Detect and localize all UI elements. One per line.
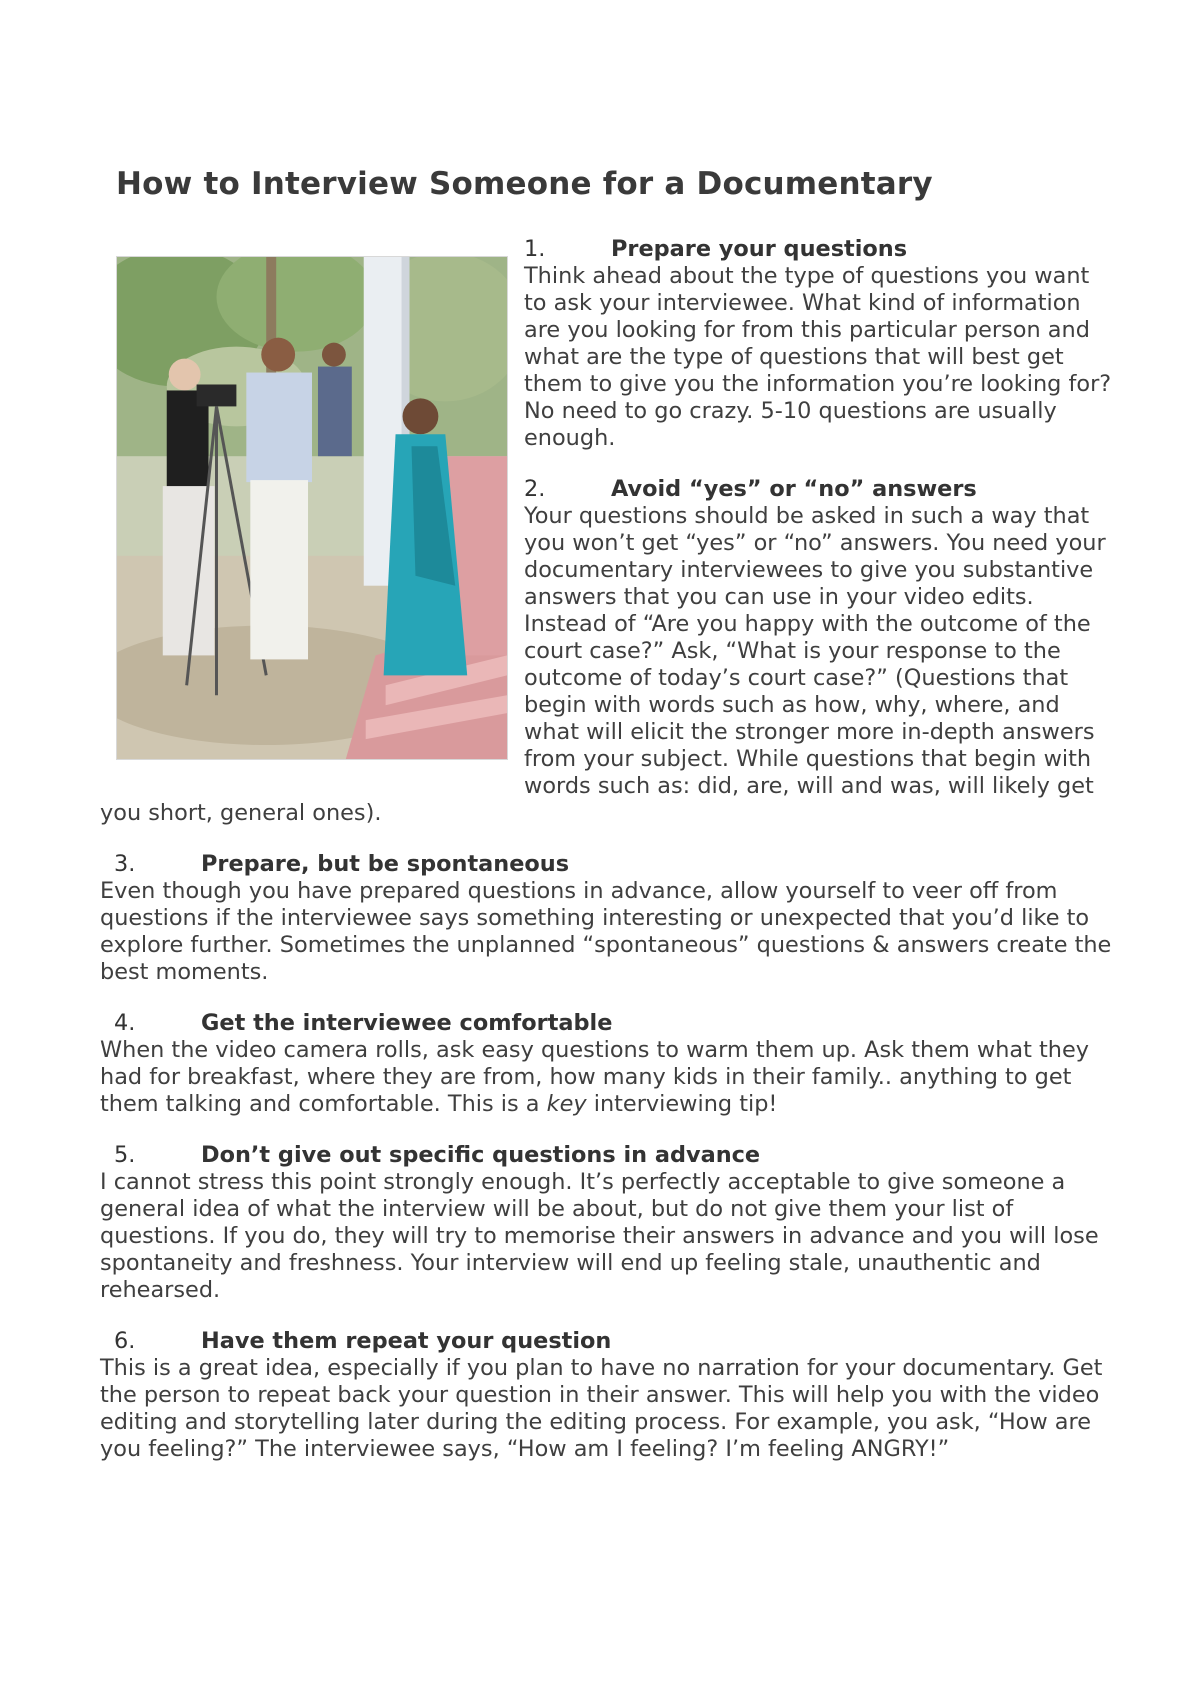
item-heading: [100, 1142, 1112, 1169]
item-text-after: interviewing tip!: [586, 1091, 778, 1117]
item-text: Think ahead about the type of questions you want to ask your interviewee. What kind of information are you looking for from this particular person and what are the type of questions that will best get them to give you the information you’re looking for? No need to go crazy. 5-10 questions are usually enough.: [524, 263, 1112, 451]
item-number: 5.: [114, 1142, 136, 1168]
item-number: 6.: [114, 1328, 136, 1354]
item-heading: [100, 1010, 1112, 1037]
article-body: [100, 236, 1112, 1487]
item-text: Even though you have prepared questions in advance, allow yourself to veer off from questions if the interviewee says something interesting or unexpected that you’d like to explore further. Sometimes the unplanned “spontaneous” questions & answers create the best moments.: [100, 878, 1112, 985]
photo-wrap-spacer: [100, 236, 524, 776]
item-heading: [100, 851, 1112, 878]
item-heading-text: Prepare, but be spontaneous: [201, 851, 570, 877]
item-number: 2.: [524, 476, 546, 502]
item-heading-text: Don’t give out specific questions in advance: [201, 1142, 761, 1168]
list-item: [100, 1010, 1112, 1118]
item-heading: [100, 1328, 1112, 1355]
item-text: Your questions should be asked in such a way that you won’t get “yes” or “no” answers. You need your documentary interviewees to give you substantive answers that you can use in your video edits. Instead of “Are you happy with the outcome of the court case?” Ask, “What is your response to the outcome of today’s court case?” (Questions that begin with words such as how, why, where, and what will elicit the stronger more in-depth answers from your subject. While questions that begin with words such as: did, are, will and was, will likely get you short, general ones).: [100, 503, 1106, 826]
item-heading-text: Prepare your questions: [611, 236, 908, 262]
item-text: This is a great idea, especially if you plan to have no narration for your documentary. Get the person to repeat back your question in their answer. This will help you with the video editing and storytelling later during the editing process. For example, you ask, “How are you feeling?” The interviewee says, “How am I feeling? I’m feeling ANGRY!”: [100, 1355, 1103, 1462]
item-heading-text: Get the interviewee comfortable: [201, 1010, 613, 1036]
item-heading-text: Avoid “yes” or “no” answers: [611, 476, 977, 502]
item-text-before: When the video camera rolls, ask easy questions to warm them up. Ask them what they had for breakfast, where they are from, how many kids in their family.. anything to get them talking and comfortable. This is a: [100, 1037, 1090, 1117]
item-text: [100, 1037, 1112, 1118]
list-item: [100, 1142, 1112, 1304]
list-item: [100, 851, 1112, 986]
item-number: 4.: [114, 1010, 136, 1036]
item-number: 1.: [524, 236, 546, 262]
list-item: [100, 1328, 1112, 1463]
item-text-emphasis: key: [546, 1091, 587, 1117]
item-text: I cannot stress this point strongly enough. It’s perfectly acceptable to give someone a general idea of what the interview will be about, but do not give them your list of questions. If you do, they will try to memorise their answers in advance and you will lose spontaneity and freshness. Your interview will end up feeling stale, unauthentic and rehearsed.: [100, 1169, 1099, 1303]
document-title: How to Interview Someone for a Documentary: [116, 166, 933, 202]
item-heading-text: Have them repeat your question: [201, 1328, 612, 1354]
item-number: 3.: [114, 851, 136, 877]
